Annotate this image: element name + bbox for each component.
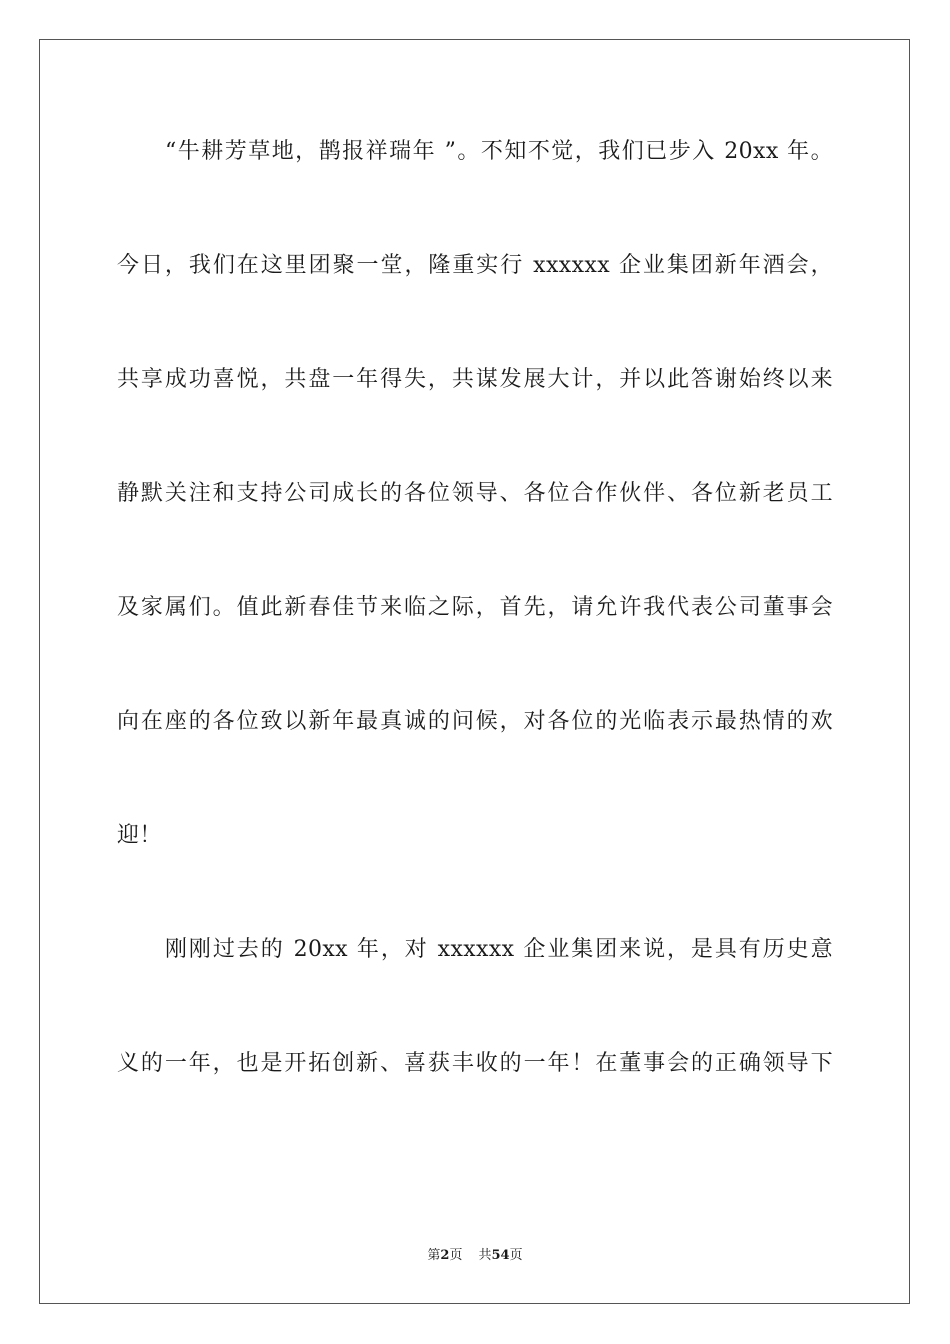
- paragraph-2-line-1: 刚刚过去的 20xx 年，对 xxxxxx 企业集团来说，是具有历史意: [165, 937, 833, 962]
- paragraph-1-line-3: 共享成功喜悦，共盘一年得失，共谋发展大计，并以此答谢始终以来: [117, 367, 833, 392]
- total-pages: 54: [491, 1248, 510, 1263]
- paragraph-1-line-7: 迎！: [117, 823, 162, 848]
- page-border: [39, 39, 910, 1304]
- total-suffix: 页: [509, 1248, 523, 1263]
- paragraph-1-line-1: “牛耕芳草地，鹊报祥瑞年 ”。不知不觉，我们已步入 20xx 年。: [165, 139, 833, 164]
- page-number: 2: [440, 1248, 450, 1263]
- paragraph-1-line-6: 向在座的各位致以新年最真诚的问候，对各位的光临表示最热情的欢: [117, 709, 833, 734]
- page-prefix: 第: [427, 1248, 441, 1263]
- page-suffix: 页: [449, 1248, 463, 1263]
- total-prefix: 共: [478, 1248, 492, 1263]
- paragraph-1-line-4: 静默关注和支持公司成长的各位领导、各位合作伙伴、各位新老员工: [117, 481, 833, 506]
- page-footer: [0, 1247, 950, 1265]
- paragraph-2-line-2: 义的一年，也是开拓创新、喜获丰收的一年！在董事会的正确领导下: [117, 1051, 833, 1076]
- paragraph-1-line-5: 及家属们。值此新春佳节来临之际，首先，请允许我代表公司董事会: [117, 595, 833, 620]
- paragraph-1-line-2: 今日，我们在这里团聚一堂，隆重实行 xxxxxx 企业集团新年酒会，: [117, 253, 833, 278]
